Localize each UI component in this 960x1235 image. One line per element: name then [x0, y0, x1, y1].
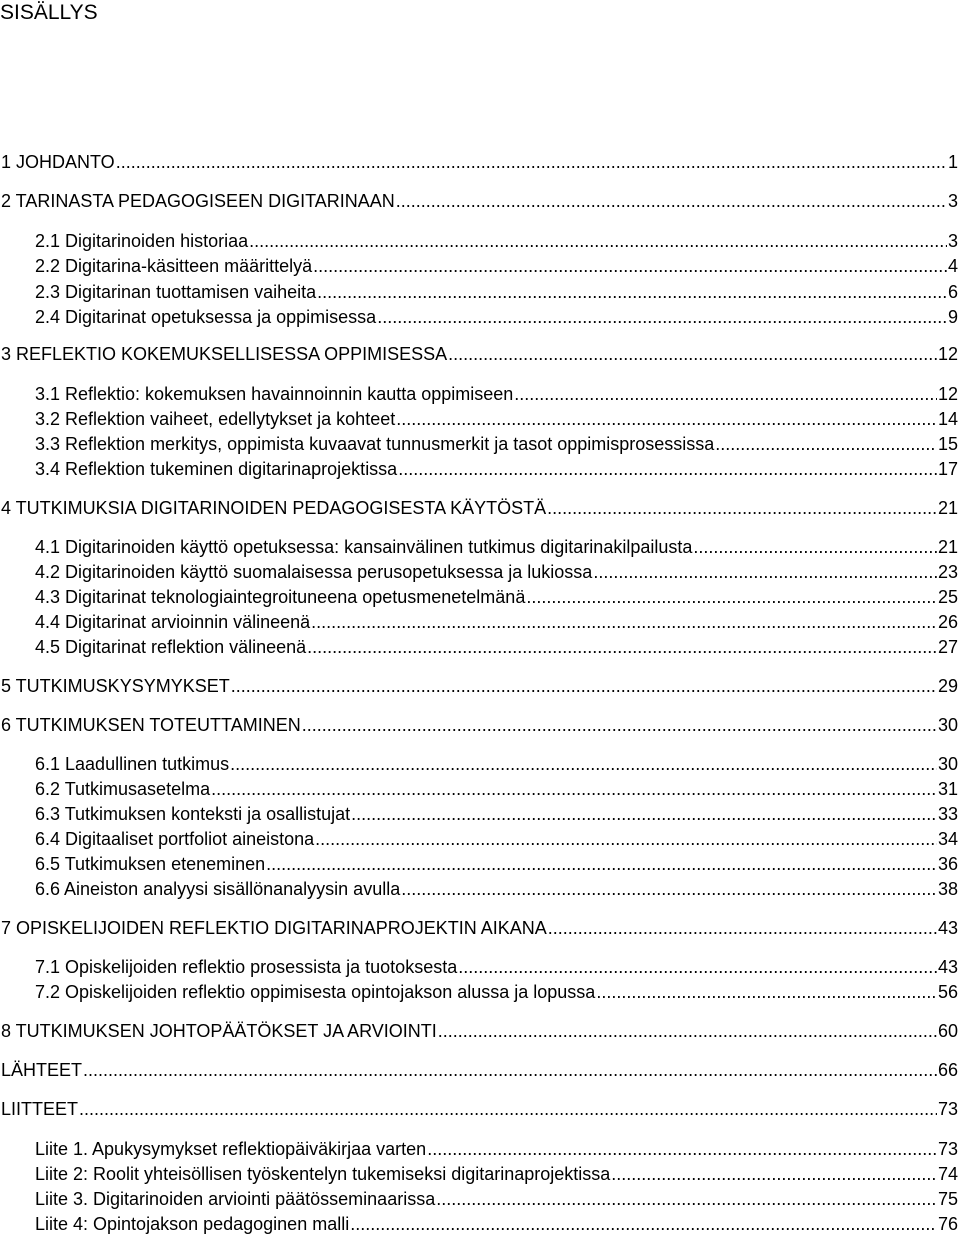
toc-page-number: 76	[937, 1214, 958, 1234]
toc-entry-text: 3.1 Reflektio: kokemuksen havainnoinnin kautta oppimiseen	[35, 384, 514, 404]
toc-entry-text: 7.2 Opiskelijoiden reflektio oppimisesta opintojakson alussa ja lopussa	[35, 982, 596, 1002]
toc-entry-text: 3.2 Reflektion vaiheet, edellytykset ja kohteet	[35, 409, 396, 429]
toc-entry[interactable]	[0, 1020, 958, 1042]
toc-entry[interactable]	[0, 1163, 958, 1185]
dot-leader	[401, 878, 937, 900]
toc-entry[interactable]	[0, 458, 958, 480]
toc-entry-text: 6.6 Aineiston analyysi sisällönanalyysin avulla	[35, 879, 401, 899]
toc-entry[interactable]	[0, 828, 958, 850]
dot-leader	[317, 281, 947, 303]
toc-page-number: 38	[937, 879, 958, 899]
toc-page-number: 25	[937, 587, 958, 607]
toc-entry[interactable]	[0, 536, 958, 558]
dot-leader	[83, 1059, 937, 1081]
dot-leader	[350, 1213, 937, 1235]
toc-entry[interactable]	[0, 917, 958, 939]
toc-entry[interactable]	[0, 281, 958, 303]
toc-page-number: 12	[937, 344, 958, 364]
toc-entry-text: 4.2 Digitarinoiden käyttö suomalaisessa perusopetuksessa ja lukiossa	[35, 562, 593, 582]
toc-page-number: 12	[937, 384, 958, 404]
toc-entry[interactable]	[0, 190, 958, 212]
dot-leader	[230, 753, 937, 775]
toc-page-number: 3	[947, 191, 958, 211]
toc-entry[interactable]	[0, 878, 958, 900]
toc-entry[interactable]	[0, 611, 958, 633]
toc-entry-text: 6 TUTKIMUKSEN TOTEUTTAMINEN	[1, 715, 301, 735]
toc-entry-text: 6.3 Tutkimuksen konteksti ja osallistujat	[35, 804, 351, 824]
toc-entry[interactable]	[0, 753, 958, 775]
dot-leader	[427, 1138, 937, 1160]
toc-entry-text: 1 JOHDANTO	[1, 152, 115, 172]
dot-leader	[458, 956, 937, 978]
dot-leader	[715, 433, 937, 455]
toc-entry-text: 4 TUTKIMUKSIA DIGITARINOIDEN PEDAGOGISESTA KÄYTÖSTÄ	[1, 498, 547, 518]
toc-entry[interactable]	[0, 714, 958, 736]
toc-entry-text: LIITTEET	[1, 1099, 79, 1119]
toc-entry[interactable]	[0, 586, 958, 608]
dot-leader	[116, 151, 947, 173]
toc-page-number: 75	[937, 1189, 958, 1209]
dot-leader	[526, 586, 937, 608]
dot-leader	[313, 255, 947, 277]
toc-page-number: 31	[937, 779, 958, 799]
toc-page-number: 21	[937, 498, 958, 518]
dot-leader	[398, 458, 937, 480]
dot-leader	[436, 1188, 937, 1210]
toc-page-number: 17	[937, 459, 958, 479]
toc-entry-text: 2.1 Digitarinoiden historiaa	[35, 231, 249, 251]
dot-leader	[547, 497, 937, 519]
toc-entry-text: 4.3 Digitarinat teknologiaintegroituneena opetusmenetelmänä	[35, 587, 526, 607]
dot-leader	[249, 230, 947, 252]
toc-page-number: 1	[947, 152, 958, 172]
toc-entry-text: 3.3 Reflektion merkitys, oppimista kuvaavat tunnusmerkit ja tasot oppimisprosessissa	[35, 434, 715, 454]
toc-entry[interactable]	[0, 675, 958, 697]
toc-page-number: 26	[937, 612, 958, 632]
toc-entry-text: 7 OPISKELIJOIDEN REFLEKTIO DIGITARINAPROJEKTIN AIKANA	[1, 918, 547, 938]
toc-entry[interactable]	[0, 151, 958, 173]
toc-entry-text: Liite 1. Apukysymykset reflektiopäiväkirjaa varten	[35, 1139, 427, 1159]
toc-entry[interactable]	[0, 433, 958, 455]
toc-entry[interactable]	[0, 636, 958, 658]
dot-leader	[307, 636, 937, 658]
toc-entry[interactable]	[0, 1059, 958, 1081]
toc-entry[interactable]	[0, 497, 958, 519]
toc-page-number: 23	[937, 562, 958, 582]
toc-page-number: 36	[937, 854, 958, 874]
toc-entry-text: 2 TARINASTA PEDAGOGISEEN DIGITARINAAN	[1, 191, 395, 211]
dot-leader	[396, 408, 937, 430]
toc-page-number: 73	[937, 1099, 958, 1119]
dot-leader	[315, 828, 937, 850]
toc-entry-text: 6.4 Digitaaliset portfoliot aineistona	[35, 829, 315, 849]
toc-entry[interactable]	[0, 803, 958, 825]
toc-entry[interactable]	[0, 1098, 958, 1120]
toc-page-number: 14	[937, 409, 958, 429]
toc-entry-text: 5 TUTKIMUSKYSYMYKSET	[1, 676, 230, 696]
toc-entry-text: 4.4 Digitarinat arvioinnin välineenä	[35, 612, 311, 632]
toc-page-number: 73	[937, 1139, 958, 1159]
dot-leader	[377, 306, 947, 328]
toc-entry-text: 6.2 Tutkimusasetelma	[35, 779, 211, 799]
dot-leader	[266, 853, 937, 875]
dot-leader	[448, 343, 937, 365]
toc-page-number: 4	[947, 256, 958, 276]
toc-entry-text: 3.4 Reflektion tukeminen digitarinaprojektissa	[35, 459, 398, 479]
toc-entry[interactable]	[0, 778, 958, 800]
toc-page-number: 43	[937, 957, 958, 977]
toc-page-number: 21	[937, 537, 958, 557]
toc-entry[interactable]	[0, 1213, 958, 1235]
toc-page-number: 30	[937, 754, 958, 774]
dot-leader	[311, 611, 937, 633]
toc-entry-text: Liite 2: Roolit yhteisöllisen työskentelyn tukemiseksi digitarinaprojektissa	[35, 1164, 611, 1184]
toc-page-number: 29	[937, 676, 958, 696]
dot-leader	[693, 536, 937, 558]
toc-entry-text: Liite 3. Digitarinoiden arviointi päätösseminaarissa	[35, 1189, 436, 1209]
toc-page-number: 66	[937, 1060, 958, 1080]
toc-page-number: 56	[937, 982, 958, 1002]
toc-entry[interactable]	[0, 306, 958, 328]
toc-entry-text: 2.2 Digitarina-käsitteen määrittelyä	[35, 256, 313, 276]
toc-page-number: 60	[937, 1021, 958, 1041]
dot-leader	[514, 383, 937, 405]
toc-page-number: 30	[937, 715, 958, 735]
toc-entry-text: 2.4 Digitarinat opetuksessa ja oppimisessa	[35, 307, 377, 327]
dot-leader	[548, 917, 937, 939]
toc-page-number: 15	[937, 434, 958, 454]
dot-leader	[596, 981, 937, 1003]
dot-leader	[79, 1098, 937, 1120]
toc-page-number: 33	[937, 804, 958, 824]
dot-leader	[351, 803, 937, 825]
toc-entry[interactable]	[0, 383, 958, 405]
toc-entry-text: 8 TUTKIMUKSEN JOHTOPÄÄTÖKSET JA ARVIOINTI	[1, 1021, 437, 1041]
dot-leader	[438, 1020, 937, 1042]
toc-entry-text: LÄHTEET	[1, 1060, 83, 1080]
toc-page-number: 27	[937, 637, 958, 657]
dot-leader	[231, 675, 937, 697]
toc-entry[interactable]	[0, 853, 958, 875]
toc-entry-text: 2.3 Digitarinan tuottamisen vaiheita	[35, 282, 317, 302]
page-title: SISÄLLYS	[0, 1, 98, 24]
toc-page-number: 43	[937, 918, 958, 938]
toc-entry[interactable]	[0, 255, 958, 277]
dot-leader	[593, 561, 937, 583]
toc-entry[interactable]	[0, 981, 958, 1003]
dot-leader	[611, 1163, 937, 1185]
toc-entry-text: 4.5 Digitarinat reflektion välineenä	[35, 637, 307, 657]
toc-page-number: 34	[937, 829, 958, 849]
dot-leader	[396, 190, 947, 212]
toc-entry[interactable]	[0, 1188, 958, 1210]
toc-entry[interactable]	[0, 230, 958, 252]
toc-entry[interactable]	[0, 956, 958, 978]
toc-page-number: 74	[937, 1164, 958, 1184]
dot-leader	[302, 714, 937, 736]
toc-entry[interactable]	[0, 1138, 958, 1160]
dot-leader	[211, 778, 937, 800]
toc-entry[interactable]	[0, 561, 958, 583]
toc-entry-text: Liite 4: Opintojakson pedagoginen malli	[35, 1214, 350, 1234]
toc-page-number: 9	[947, 307, 958, 327]
toc-entry-text: 6.5 Tutkimuksen eteneminen	[35, 854, 266, 874]
toc-entry[interactable]	[0, 408, 958, 430]
toc-entry-text: 6.1 Laadullinen tutkimus	[35, 754, 230, 774]
toc-page-number: 3	[947, 231, 958, 251]
toc-entry[interactable]	[0, 343, 958, 365]
toc-entry-text: 4.1 Digitarinoiden käyttö opetuksessa: kansainvälinen tutkimus digitarinakilpailusta	[35, 537, 693, 557]
toc-entry-text: 3 REFLEKTIO KOKEMUKSELLISESSA OPPIMISESSA	[1, 344, 448, 364]
toc-entry-text: 7.1 Opiskelijoiden reflektio prosessista ja tuotoksesta	[35, 957, 458, 977]
toc-page-number: 6	[947, 282, 958, 302]
